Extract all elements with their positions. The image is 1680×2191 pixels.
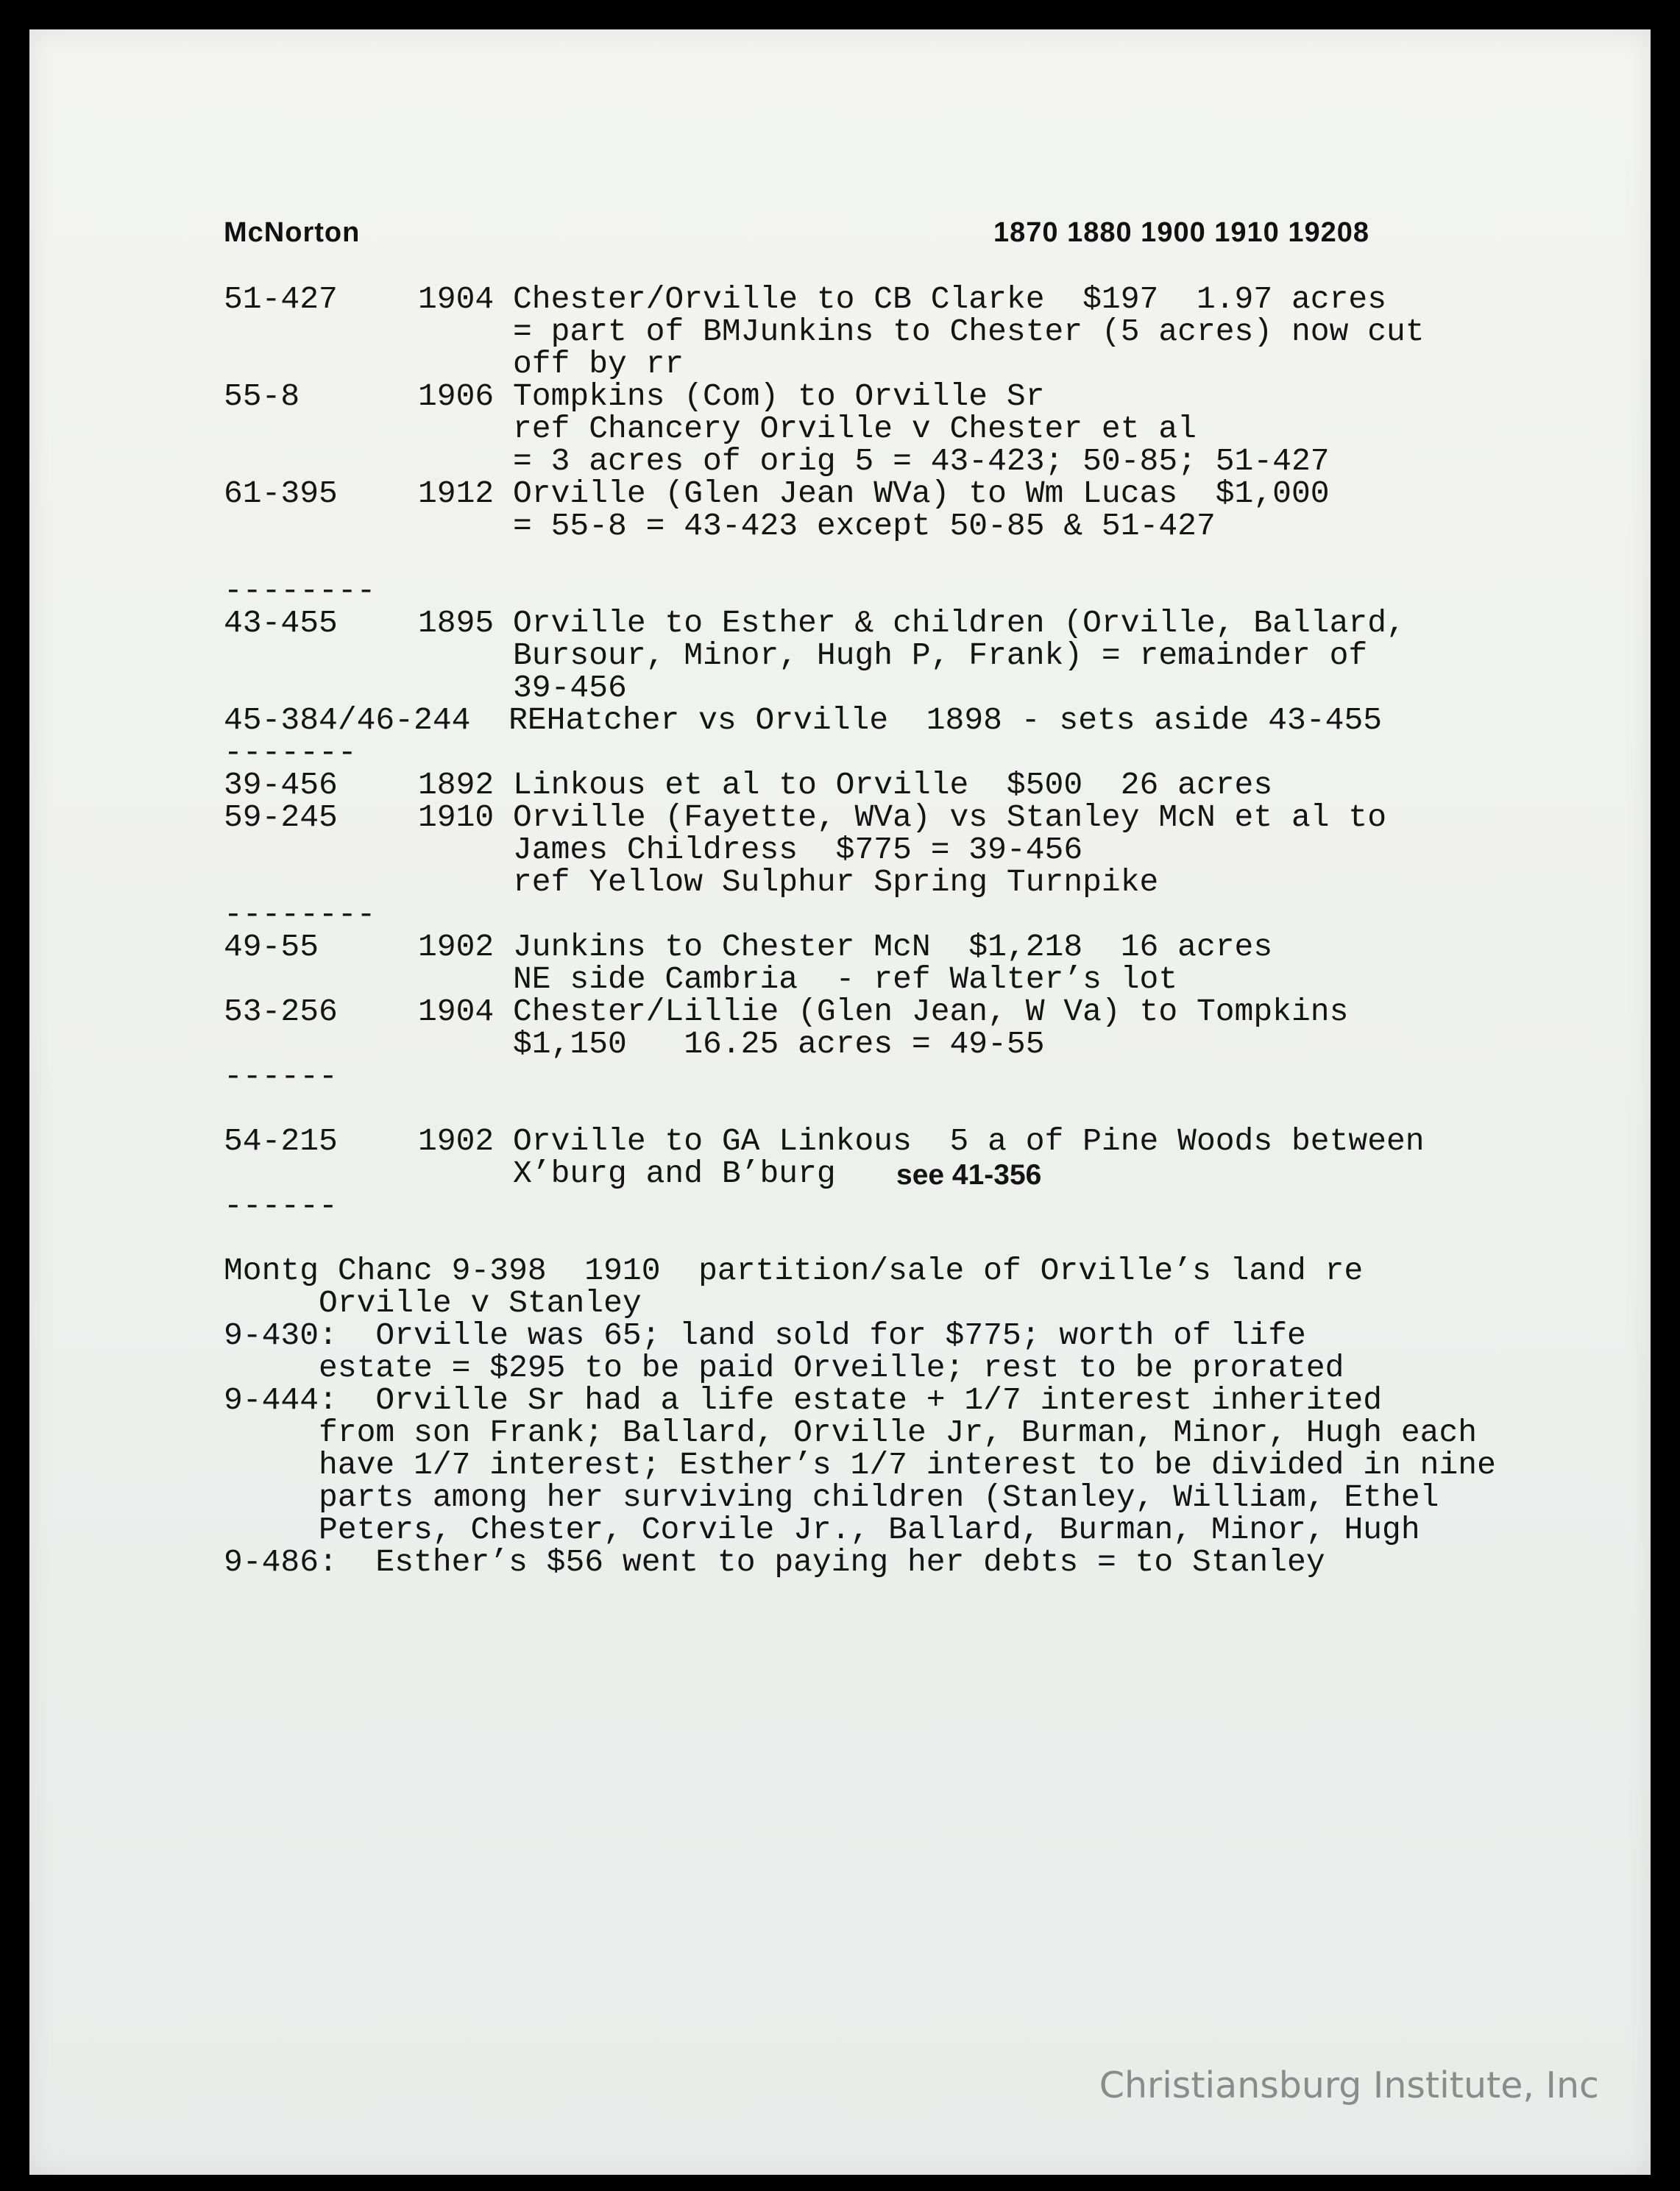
- entry-text: Orville to GA Linkous 5 a of Pine Woods between: [513, 1123, 1425, 1159]
- separator: --------: [224, 896, 376, 932]
- header-years: 1870 1880 1900 1910 19208: [993, 217, 1370, 248]
- entry-continuation: ref Chancery Orville v Chester et al: [513, 411, 1197, 447]
- entry-ref: 59-245: [224, 799, 338, 835]
- entry-continuation: ref Yellow Sulphur Spring Turnpike: [513, 864, 1159, 900]
- chancery-line: 9-430: Orville was 65; land sold for $775; worth of life: [224, 1317, 1306, 1353]
- entry-text: Tompkins (Com) to Orville Sr: [513, 378, 1045, 414]
- entry-year: 1902: [418, 1123, 495, 1159]
- entry-year: 1902: [418, 929, 495, 965]
- entry-continuation: Bursour, Minor, Hugh P, Frank) = remainder of: [513, 637, 1368, 673]
- entry-ref: 55-8: [224, 378, 300, 414]
- entry-year: 1910: [418, 799, 495, 835]
- entry-ref: 49-55: [224, 929, 319, 965]
- entry-continuation: X’burg and B’burg: [513, 1155, 836, 1192]
- entry-text: Chester/Lillie (Glen Jean, W Va) to Tompkins: [513, 994, 1349, 1030]
- entry-text: Chester/Orville to CB Clarke $197 1.97 acres: [513, 281, 1386, 317]
- entry-text: Orville to Esther & children (Orville, Ballard,: [513, 605, 1406, 641]
- entry-ref: 61-395: [224, 475, 338, 512]
- entry-year: 1904: [418, 281, 495, 317]
- chancery-line: 9-486: Esther’s $56 went to paying her debts = to Stanley: [224, 1544, 1325, 1580]
- entry-text: Orville (Glen Jean WVa) to Wm Lucas $1,000: [513, 475, 1330, 512]
- entry-year: 1912: [418, 475, 495, 512]
- chancery-line: have 1/7 interest; Esther’s 1/7 interest to be divided in nine: [224, 1447, 1496, 1483]
- entry-continuation: James Childress $775 = 39-456: [513, 832, 1083, 868]
- separator: --------: [224, 573, 376, 609]
- see-reference: see 41-356: [896, 1159, 1042, 1191]
- chancery-line: 9-444: Orville Sr had a life estate + 1/7 interest inherited: [224, 1382, 1383, 1418]
- entry-ref: 53-256: [224, 994, 338, 1030]
- entry-continuation: NE side Cambria - ref Walter’s lot: [513, 961, 1178, 997]
- chancery-line: Orville v Stanley: [224, 1285, 642, 1321]
- entry-continuation: off by rr: [513, 346, 684, 382]
- entry-text: Orville (Fayette, WVa) vs Stanley McN et al to: [513, 799, 1386, 835]
- chancery-line: Peters, Chester, Corvile Jr., Ballard, Burman, Minor, Hugh: [224, 1512, 1420, 1548]
- entry-text: Linkous et al to Orville $500 26 acres: [513, 767, 1273, 803]
- entry-year: 1895: [418, 605, 495, 641]
- entry-continuation: = 55-8 = 43-423 except 50-85 & 51-427: [513, 508, 1216, 544]
- entry-year: 1892: [418, 767, 495, 803]
- entry-ref: 51-427: [224, 281, 338, 317]
- entry-continuation: $1,150 16.25 acres = 49-55: [513, 1026, 1045, 1062]
- document-page: [29, 29, 1651, 2175]
- entry-continuation: = part of BMJunkins to Chester (5 acres) now cut: [513, 314, 1425, 350]
- entry-year: 1906: [418, 378, 495, 414]
- entry-ref: 54-215: [224, 1123, 338, 1159]
- entry-ref: 43-455: [224, 605, 338, 641]
- entry-continuation: 39-456: [513, 670, 627, 706]
- chancery-line: estate = $295 to be paid Orveille; rest to be prorated: [224, 1350, 1344, 1386]
- entry-continuation: = 3 acres of orig 5 = 43-423; 50-85; 51-427: [513, 443, 1330, 479]
- entry-year: 1904: [418, 994, 495, 1030]
- entry-line: 45-384/46-244 REHatcher vs Orville 1898 - sets aside 43-455: [224, 702, 1383, 738]
- entry-ref: 39-456: [224, 767, 338, 803]
- separator: -------: [224, 735, 357, 771]
- separator: ------: [224, 1058, 338, 1094]
- chancery-line: parts among her surviving children (Stanley, William, Ethel: [224, 1479, 1439, 1515]
- entry-text: Junkins to Chester McN $1,218 16 acres: [513, 929, 1273, 965]
- footer-watermark: Christiansburg Institute, Inc: [1099, 2064, 1599, 2106]
- header-name: McNorton: [224, 217, 361, 248]
- separator: ------: [224, 1188, 338, 1224]
- chancery-line: from son Frank; Ballard, Orville Jr, Burman, Minor, Hugh each: [224, 1415, 1478, 1451]
- chancery-line: Montg Chanc 9-398 1910 partition/sale of Orville’s land re: [224, 1253, 1364, 1289]
